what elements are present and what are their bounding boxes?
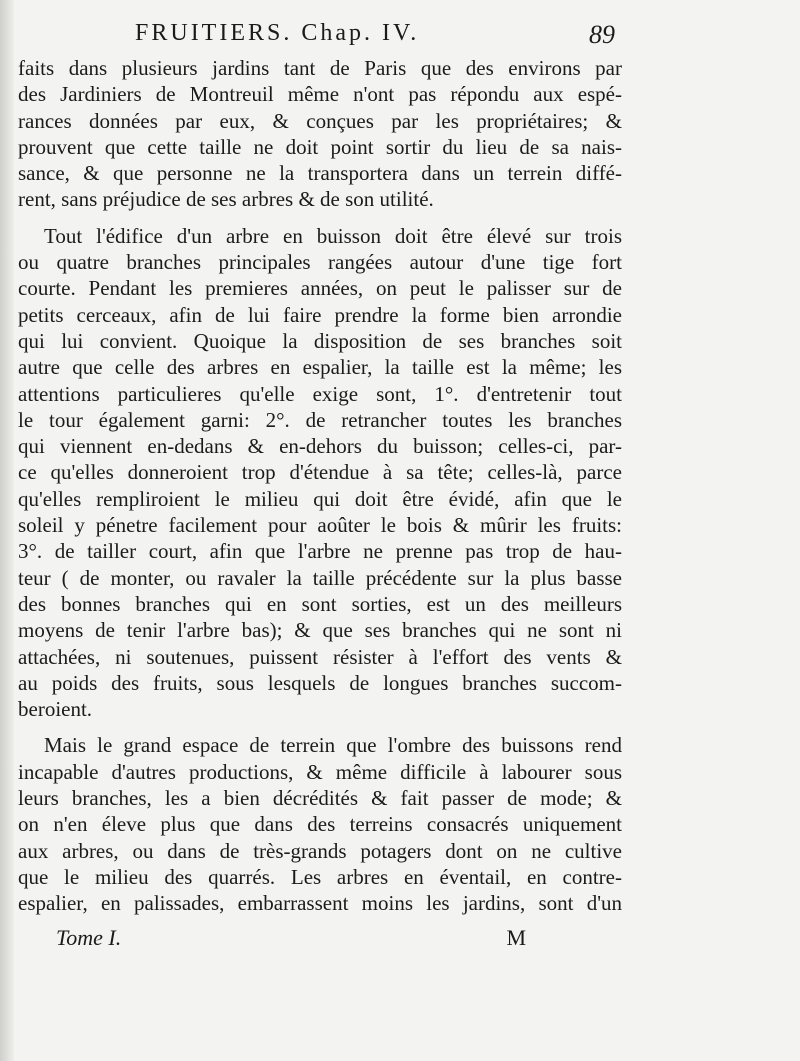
text-line: autre que celle des arbres en espalier, la taille est la même; les <box>18 355 622 380</box>
text-line: beroient. <box>18 697 93 722</box>
body-text <box>18 55 622 917</box>
text-line: qui lui convient. Quoique la disposition de ses branches soit <box>18 328 622 353</box>
text-line: Tout l'édifice d'un arbre en buisson doit être élevé sur trois <box>44 223 622 248</box>
text-line: moyens de tenir l'arbre bas); & que ses branches qui ne sont ni <box>18 618 622 643</box>
paragraph <box>18 732 622 916</box>
page-number: 89 <box>589 20 615 49</box>
text-line: teur ( de monter, ou ravaler la taille précédente sur la plus basse <box>18 565 622 590</box>
text-line: des Jardiniers de Montreuil même n'ont pas répondu aux espé- <box>18 82 622 107</box>
text-line: 3°. de tailler court, afin que l'arbre ne prenne pas trop de hau- <box>18 539 622 564</box>
text-line: Mais le grand espace de terrein que l'ombre des buissons rend <box>44 733 622 758</box>
paragraph <box>18 55 622 213</box>
text-line: soleil y pénetre facilement pour aoûter le bois & mûrir les fruits: <box>18 513 622 538</box>
text-line: ce qu'elles donneroient trop d'étendue à sa tête; celles-là, parce <box>18 460 622 485</box>
text-line: leurs branches, les a bien décrédités & fait passer de mode; & <box>18 786 622 811</box>
text-line: espalier, en palissades, embarrassent moins les jardins, sont d'un <box>18 891 622 916</box>
text-line: ou quatre branches principales rangées autour d'une tige fort <box>18 250 622 275</box>
text-line: au poids des fruits, sous lesquels de longues branches succom- <box>18 670 622 695</box>
text-line: prouvent que cette taille ne doit point sortir du lieu de sa nais- <box>18 134 622 159</box>
text-line: le tour également garni: 2°. de retrancher toutes les branches <box>18 407 622 432</box>
text-line: rances données par eux, & conçues par les propriétaires; & <box>18 108 622 133</box>
text-line: aux arbres, ou dans de très-grands potagers dont on ne cultive <box>18 838 622 863</box>
gathering-signature: M <box>506 925 526 950</box>
page-footer <box>56 925 526 955</box>
text-line: petits cerceaux, afin de lui faire prendre la forme bien arrondie <box>18 302 622 327</box>
text-line: sance, & que personne ne la transportera dans un terrein diffé- <box>18 161 622 186</box>
text-line: faits dans plusieurs jardins tant de Paris que des environs par <box>18 56 622 80</box>
page-gutter-shadow <box>0 0 14 1061</box>
text-line: incapable d'autres productions, & même difficile à labourer sous <box>18 759 622 784</box>
text-line: on n'en éleve plus que dans des terreins consacrés uniquement <box>18 812 622 837</box>
text-line: courte. Pendant les premieres années, on peut le palisser sur de <box>18 276 622 301</box>
running-header <box>135 20 615 50</box>
text-line: des bonnes branches qui en sont sorties, est un des meilleurs <box>18 591 622 616</box>
text-line: rent, sans préjudice de ses arbres & de son utilité. <box>18 187 434 212</box>
text-line: que le milieu des quarrés. Les arbres en éventail, en contre- <box>18 864 622 889</box>
paragraph-gap <box>18 213 622 223</box>
text-line: qu'elles rempliroient le milieu qui doit être évidé, afin que le <box>18 486 622 511</box>
running-title: FRUITIERS. Chap. IV. <box>135 20 420 46</box>
volume-signature: Tome I. <box>56 925 122 950</box>
paragraph <box>18 223 622 723</box>
text-line: attentions particulieres qu'elle exige sont, 1°. d'entretenir tout <box>18 381 622 406</box>
text-line: attachées, ni soutenues, puissent résister à l'effort des vents & <box>18 644 622 669</box>
text-line: qui viennent en-dedans & en-dehors du buisson; celles-ci, par- <box>18 434 622 459</box>
paragraph-gap <box>18 722 622 732</box>
